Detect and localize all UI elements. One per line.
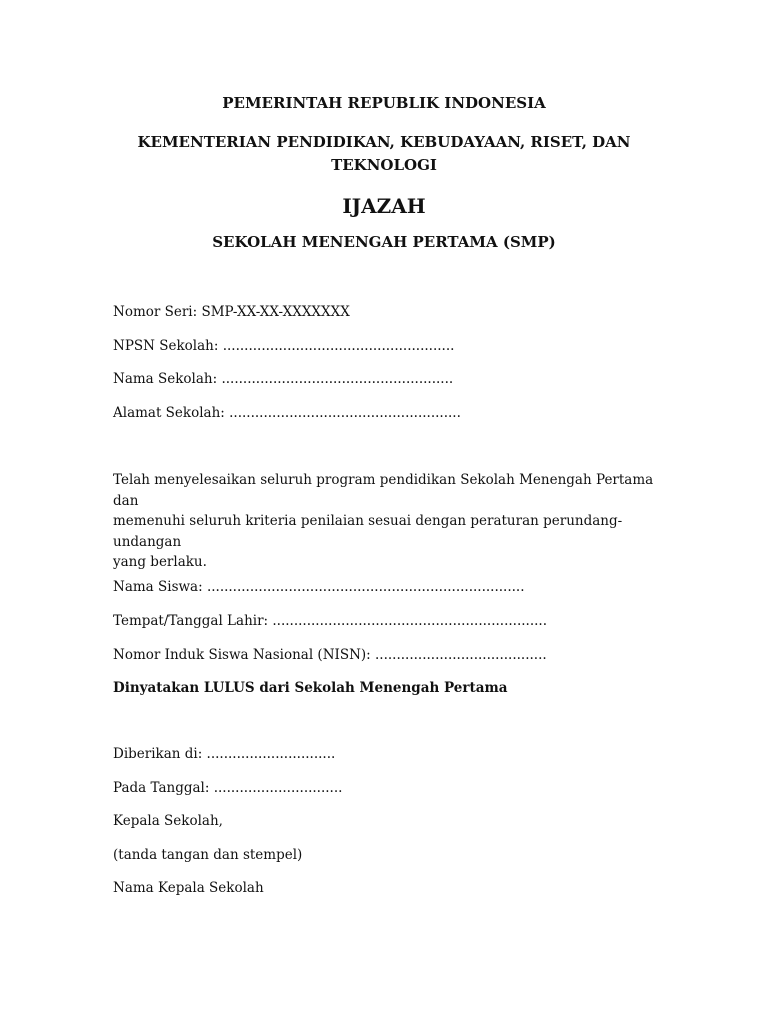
statement-line-3: yang berlaku. bbox=[113, 554, 207, 570]
graduation-declaration: Dinyatakan LULUS dari Sekolah Menengah Pertama bbox=[113, 680, 508, 696]
issued-place-line: Diberikan di: .............................. bbox=[113, 746, 336, 762]
government-heading: PEMERINTAH REPUBLIK INDONESIA bbox=[222, 94, 546, 112]
birth-place-date-line: Tempat/Tanggal Lahir: ................................................................ bbox=[113, 613, 548, 629]
document-title: IJAZAH bbox=[342, 194, 426, 218]
issued-date-line: Pada Tanggal: .............................. bbox=[113, 780, 343, 796]
principal-name: Nama Kepala Sekolah bbox=[113, 880, 264, 896]
statement-line-1: Telah menyelesaikan seluruh program pendidikan Sekolah Menengah Pertama dan bbox=[113, 472, 654, 509]
npsn-line: NPSN Sekolah: ...................................................... bbox=[113, 338, 455, 354]
school-name-line: Nama Sekolah: ...................................................... bbox=[113, 371, 454, 387]
nisn-line: Nomor Induk Siswa Nasional (NISN): ........................................ bbox=[113, 647, 547, 663]
statement-line-2: memenuhi seluruh kriteria penilaian sesuai dengan peraturan perundang-undangan bbox=[113, 513, 623, 550]
ministry-heading-line1: KEMENTERIAN PENDIDIKAN, KEBUDAYAAN, RISET, DAN bbox=[137, 133, 631, 151]
principal-label: Kepala Sekolah, bbox=[113, 813, 223, 829]
school-level-heading: SEKOLAH MENENGAH PERTAMA (SMP) bbox=[212, 233, 556, 251]
signature-stamp-note: (tanda tangan dan stempel) bbox=[113, 847, 303, 863]
school-address-line: Alamat Sekolah: ...................................................... bbox=[113, 405, 461, 421]
ministry-heading-line2: TEKNOLOGI bbox=[331, 156, 437, 174]
serial-number-line: Nomor Seri: SMP-XX-XX-XXXXXXX bbox=[113, 304, 350, 320]
student-name-line: Nama Siswa: .......................................................................... bbox=[113, 579, 525, 595]
completion-statement bbox=[113, 470, 673, 573]
